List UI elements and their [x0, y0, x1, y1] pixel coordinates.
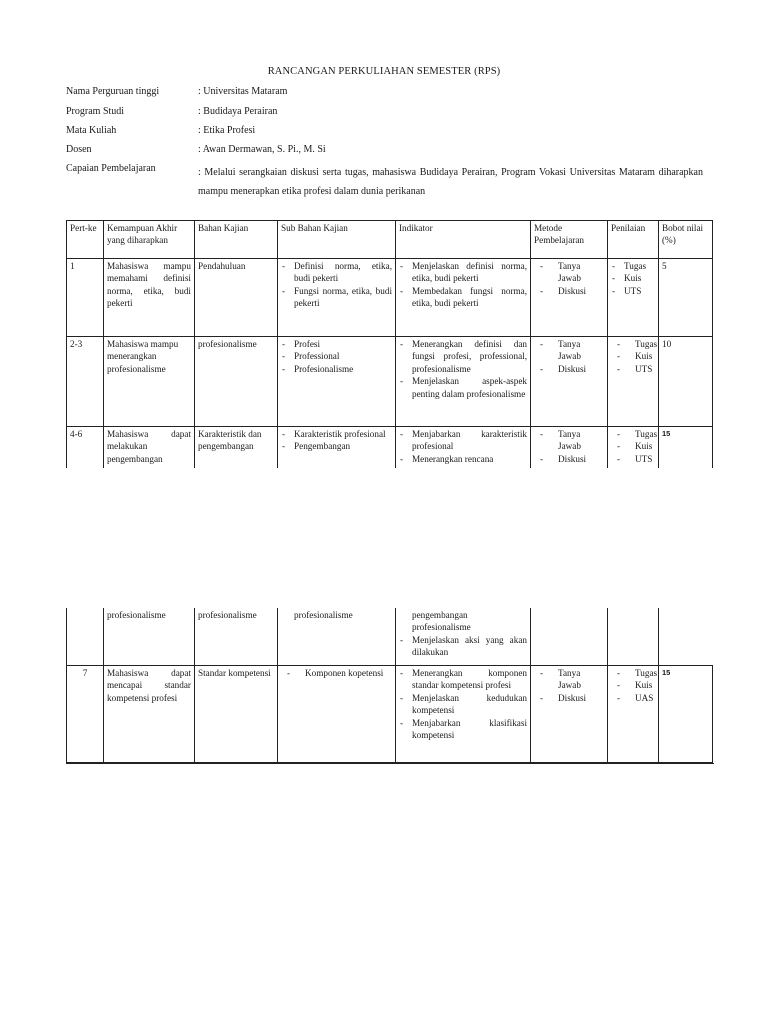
list-item: - Profesionalisme	[281, 363, 392, 375]
cell-indikator	[396, 337, 531, 427]
header-pertemuan: Pert-ke	[67, 221, 104, 259]
list-item: - Menjelaskan aksi yang akan dilakukan	[399, 634, 527, 659]
table-row	[67, 337, 713, 427]
cell-bahan: Karakteristik dan pengembangan	[195, 427, 278, 469]
list-item: - Menjelaskan definisi norma, etika, budi pekerti	[399, 260, 527, 285]
list-item: - Tugas	[611, 428, 655, 440]
list-item: - Menerangkan komponen standar kompetensi profesi	[399, 667, 527, 692]
list-item: - Menjelaskan aspek-aspek penting dalam profesionalisme	[399, 375, 527, 400]
cell-pertemuan	[67, 608, 104, 666]
cell-kemampuan: Mahasiswa mampu menerangkan profesionalisme	[104, 337, 195, 427]
list-item: - Diskusi	[534, 363, 604, 375]
cell-kemampuan: profesionalisme	[104, 608, 195, 666]
cell-bobot: 10	[659, 337, 713, 427]
cell-metode	[531, 608, 608, 666]
rps-table-part1	[66, 220, 714, 468]
cell-bahan: Pendahuluan	[195, 259, 278, 337]
rps-table	[66, 220, 713, 468]
list-item: - UTS	[611, 285, 655, 297]
cell-penilaian	[608, 608, 659, 666]
list-item: - Definisi norma, etika, budi pekerti	[281, 260, 392, 285]
document-title: RANCANGAN PERKULIAHAN SEMESTER (RPS)	[267, 66, 501, 77]
table-row-continued	[67, 608, 713, 666]
list-item: - UAS	[611, 692, 655, 704]
list-item: - Tanya Jawab	[534, 667, 604, 692]
cell-pertemuan: 4-6	[67, 427, 104, 469]
cell-pertemuan: 7	[67, 666, 104, 763]
list-item: - Diskusi	[534, 692, 604, 704]
list-item: - Kuis	[611, 272, 655, 284]
header-sub-bahan: Sub Bahan Kajian	[278, 221, 396, 259]
meta-label: Nama Perguruan tinggi	[66, 86, 160, 97]
rps-table-continued	[66, 608, 713, 763]
list-item: - Kuis	[611, 440, 655, 452]
cell-penilaian	[608, 427, 659, 469]
cell-kemampuan: Mahasiswa mampu memahami definisi norma, etika, budi pekerti	[104, 259, 195, 337]
cell-bobot: 5	[659, 259, 713, 337]
list-item: - Tanya Jawab	[534, 260, 604, 285]
learning-outcome-label: Capaian Pembelajaran	[66, 163, 156, 174]
header-bahan: Bahan Kajian	[195, 221, 278, 259]
table-row	[67, 259, 713, 337]
header-penilaian: Penilaian	[608, 221, 659, 259]
cell-metode	[531, 259, 608, 337]
cell-kemampuan: Mahasiswa dapat mencapai standar kompetensi profesi	[104, 666, 195, 763]
cell-metode	[531, 666, 608, 763]
list-item: - Diskusi	[534, 453, 604, 465]
learning-outcome-text: : Melalui serangkaian diskusi serta tugas, mahasiswa Budidaya Perairan, Program Vokasi Universitas Mataram diharapkan mampu menerapkan etika profesi dalam dunia perikanan	[198, 167, 703, 197]
list-item: - Karakteristik profesional	[281, 428, 392, 440]
cell-penilaian	[608, 337, 659, 427]
meta-value: : Universitas Mataram	[198, 86, 288, 97]
list-item: - Professional	[281, 350, 392, 362]
meta-value: : Budidaya Perairan	[198, 106, 278, 117]
list-item: - Menjelaskan kedudukan kompetensi	[399, 692, 527, 717]
list-item: - Menerangkan definisi dan fungsi profesi, professional, profesionalisme	[399, 338, 527, 375]
cell-sub-bahan	[278, 666, 396, 763]
list-item: - Kuis	[611, 679, 655, 691]
cell-bahan: profesionalisme	[195, 608, 278, 666]
cell-penilaian	[608, 259, 659, 337]
list-item: - Menerangkan rencana	[399, 453, 527, 465]
list-item: - Menjabarkan klasifikasi kompetensi	[399, 717, 527, 742]
header-bobot: Bobot nilai (%)	[659, 221, 713, 259]
rps-table-part2	[66, 608, 714, 764]
meta-value: : Etika Profesi	[198, 125, 256, 136]
list-item: - Kuis	[611, 350, 655, 362]
cell-bobot	[659, 608, 713, 666]
list-item: - Menjabarkan karakteristik profesional	[399, 428, 527, 453]
cell-pertemuan: 1	[67, 259, 104, 337]
cell-bahan: Standar kompetensi	[195, 666, 278, 763]
cell-metode	[531, 337, 608, 427]
list-item: - Tanya Jawab	[534, 428, 604, 453]
list-item: - Komponen kopetensi	[281, 667, 392, 679]
cell-pertemuan: 2-3	[67, 337, 104, 427]
meta-value: : Awan Dermawan, S. Pi., M. Si	[198, 144, 326, 155]
cell-kemampuan: Mahasiswa dapat melakukan pengembangan	[104, 427, 195, 469]
cell-bahan: profesionalisme	[195, 337, 278, 427]
list-item: - Tugas	[611, 338, 655, 350]
header-kemampuan: Kemampuan Akhir yang diharapkan	[104, 221, 195, 259]
list-item: - Membedakan fungsi norma, etika, budi pekerti	[399, 285, 527, 310]
cell-penilaian	[608, 666, 659, 763]
cell-sub-bahan	[278, 427, 396, 469]
cell-bobot: 15	[659, 666, 713, 763]
list-item: - UTS	[611, 453, 655, 465]
table-row	[67, 666, 713, 763]
cell-indikator	[396, 608, 531, 666]
cell-sub-bahan	[278, 337, 396, 427]
list-item: - Fungsi norma, etika, budi pekerti	[281, 285, 392, 310]
table-row	[67, 427, 713, 469]
cell-metode	[531, 427, 608, 469]
list-item: - Pengembangan	[281, 440, 392, 452]
list-item: - UTS	[611, 363, 655, 375]
list-item: - Tugas	[611, 260, 655, 272]
list-item: - Profesi	[281, 338, 392, 350]
cell-indikator	[396, 259, 531, 337]
cell-bobot: 15	[659, 427, 713, 469]
meta-label: Dosen	[66, 144, 92, 155]
header-indikator: Indikator	[396, 221, 531, 259]
meta-label: Mata Kuliah	[66, 125, 117, 136]
meta-label: Program Studi	[66, 106, 125, 117]
list-item: - Tugas	[611, 667, 655, 679]
cell-indikator	[396, 427, 531, 469]
list-item: - Diskusi	[534, 285, 604, 297]
cell-sub-bahan: profesionalisme	[278, 608, 396, 666]
indikator-continued-text: pengembangan profesionalisme	[412, 610, 471, 633]
list-item: - Tanya Jawab	[534, 338, 604, 363]
cell-indikator	[396, 666, 531, 763]
table-header-row	[67, 221, 713, 259]
cell-sub-bahan	[278, 259, 396, 337]
header-metode: Metode Pembelajaran	[531, 221, 608, 259]
